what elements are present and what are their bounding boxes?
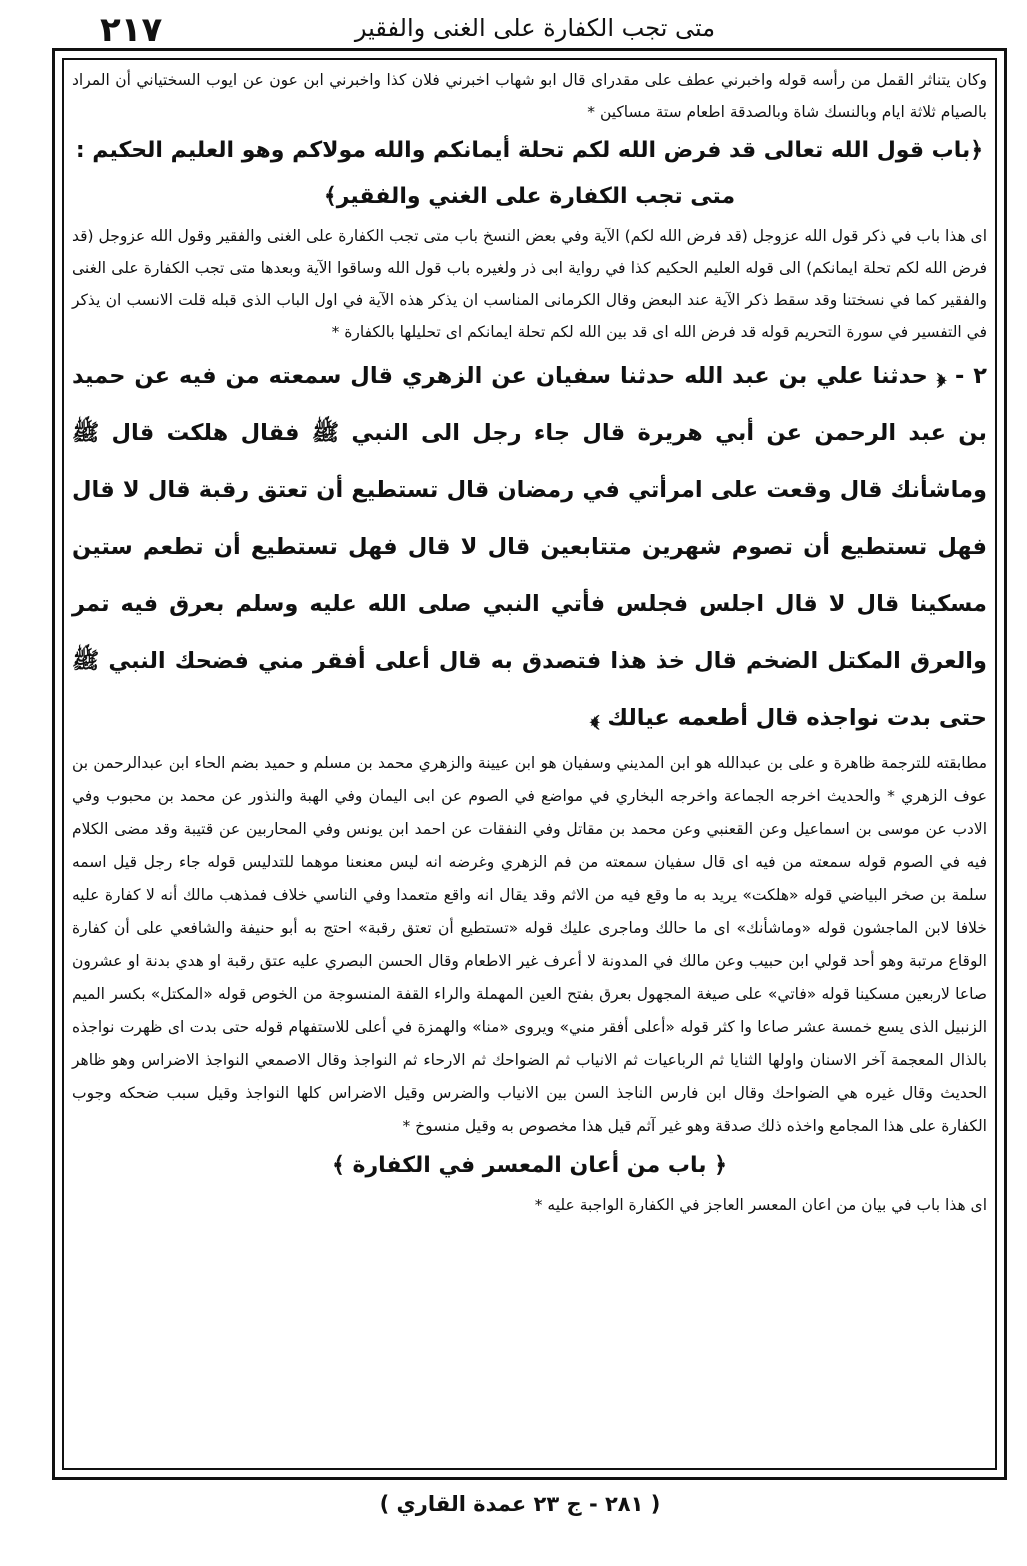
- main-text: [72, 64, 987, 1221]
- intro-paragraph: وكان يتناثر القمل من رأسه قوله واخبرني عطف على مقدراى قال ابو شهاب اخبرني فلان كذا واخبرني ابن عون عن ايوب السختياني أن المراد بالصيام ثلاثة ايام وبالنسك شاة وبالصدقة اطعام ستة مساكين *: [72, 71, 987, 121]
- running-title: متى تجب الكفارة على الغنى والفقير: [354, 14, 716, 42]
- commentary-paragraph: اى هذا باب في بيان من اعان المعسر العاجز في الكفارة الواجبة عليه *: [534, 1196, 987, 1214]
- commentary-paragraph: مطابقته للترجمة ظاهرة و على بن عبدالله هو ابن المديني وسفيان هو ابن عيينة والزهري محمد بن مسلم و حميد بضم الحاء ابن عبدالرحمن بن عوف الزهري * والحديث اخرجه الجماعة واخرجه البخاري في مواضع في الصوم عن ابى اليمان وفي الهبة والنذور عن محمد بن محبوب وفي الادب عن موسى بن اسماعيل وعن القعنبي وعن محمد بن مقاتل وفي النفقات عن احمد ابن يونس وفي المحاربين عن قتيبة وقد مضى الكلام فيه في الصوم قوله سمعته من فيه اى قال سفيان سمعته من فم الزهري وغرضه انه ليس معنعنا موهما للتدليس قوله جاء رجل قيل اسمه سلمة بن صخر البياضي قوله «هلكت» يريد به ما وقع فيه من الاثم وقد يقال انه واقع متعمدا وفي الناسي خلاف فمذهب مالك أنه لا كفارة عليه خلافا لابن الماجشون قوله «وماشأنك» اى ما حالك وماجرى عليك قوله «تستطيع أن تعتق رقبة» احتج به أبو حنيفة والشافعي على أن كفارة الوقاع مرتبة وهو أحد قولي ابن حبيب وعن مالك في المدونة لا أعرف غير الاطعام وقال الحسن البصري عليه عتق رقبة او هدي بدنة او عشرون صاعا لاربعين مسكينا قوله «فاتي» على صيغة المجهول بعرق بفتح العين المهملة والراء القفة المنسوجة من الخوص قوله «المكتل» بكسر الميم الزنبيل الذى يسع خمسة عشر صاعا وا كثر قوله «أعلى أفقر مني» ويروى «منا» والهمزة في أعلى للاستفهام قوله حتى بدت اى ظهرت نواجذه بالذال المعجمة آخر الاسنان واولها الثنايا ثم الرباعيات ثم الانياب ثم الضواحك ثم الارحاء ثم النواجذ وقال الاصمعي النواجذ الاضراس وهو ظاهر الحديث وقال غيره هي الضواحك وقال ابن فارس الناجذ السن بين الانياب والضرس وقيل الاضراس كلها النواجذ وقيل سبب ضحكه وجوب الكفارة على هذا المجامع واخذه ذلك صدقة وهو غير آثم قيل هذا مخصوص به وقيل منسوخ *: [72, 754, 987, 1135]
- hadith-text: ٢ - ﴿ حدثنا علي بن عبد الله حدثنا سفيان عن الزهري قال سمعته من فيه عن حميد بن عبد الرحمن عن أبي هريرة قال جاء رجل الى النبي ﷺ فقال هلكت قال ﷺ وماشأنك قال وقعت على امرأتي في رمضان قال تستطيع أن تعتق رقبة قال لا قال فهل تستطيع أن تصوم شهرين متتابعين قال لا قال فهل تستطيع أن تطعم ستين مسكينا قال لا قال اجلس فجلس فأتي النبي صلى الله عليه وسلم بعرق فيه تمر والعرق المكتل الضخم قال خذ هذا فتصدق به قال أعلى أفقر مني فضحك النبي ﷺ حتى بدت نواجذه قال أطعمه عيالك ﴾: [72, 363, 987, 731]
- page-number: ٢١٧: [100, 10, 163, 50]
- commentary-paragraph: اى هذا باب في ذكر قول الله عزوجل (قد فرض الله لكم) الآية وفي بعض النسخ باب متى تجب الكفارة على الغنى والفقير وقول الله عزوجل (قد فرض الله لكم تحلة ايمانكم) الى قوله العليم الحكيم كذا في رواية ابى ذر ولغيره باب قول الله وساقوا الآية وبعدها متى تجب الكفارة على الغنى والفقير كما في نسختنا وقد سقط ذكر الآية عند البعض وقال الكرمانى المناسب ان يذكر هذه الآية في اول الباب الذى قبله قلت الانسب ان يذكر في التفسير في سورة التحريم قوله قد فرض الله اى قد بين الله لكم تحلة ايمانكم اى تحليلها بالكفارة *: [72, 227, 987, 341]
- page-footer: ( ٢٨١ - ج ٢٣ عمدة القاري ): [379, 1492, 661, 1516]
- chapter-heading: ﴿ باب من أعان المعسر في الكفارة ﴾: [331, 1153, 728, 1178]
- chapter-heading: ﴿باب قول الله تعالى قد فرض الله لكم تحلة أيمانكم والله مولاكم وهو العليم الحكيم : متى تجب الكفارة على الغني والفقير﴾: [75, 138, 984, 209]
